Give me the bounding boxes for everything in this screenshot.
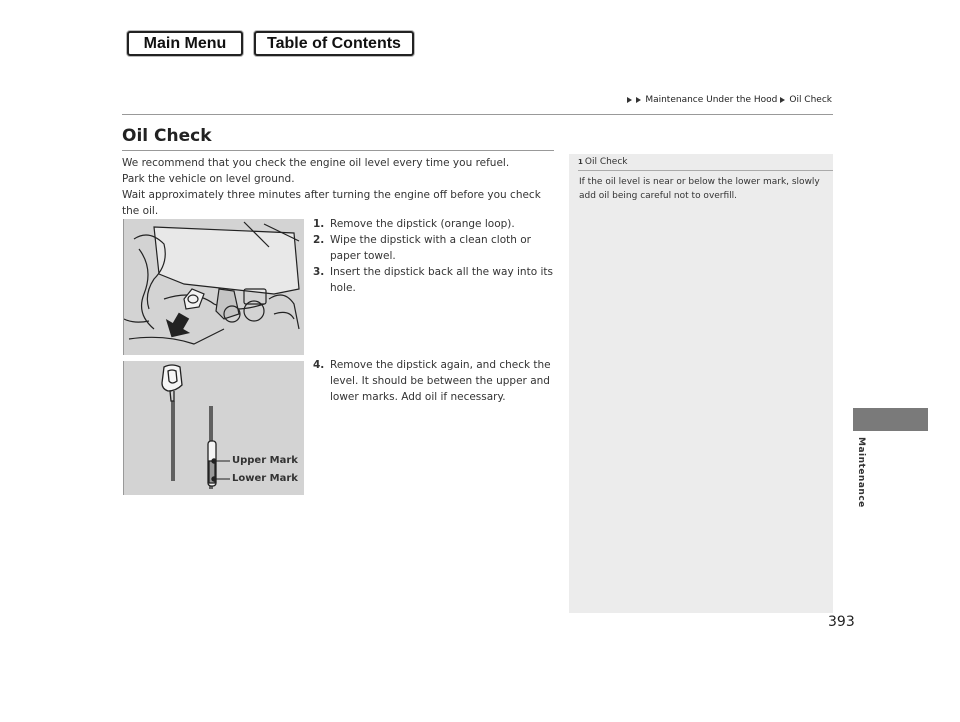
step-item (313, 232, 558, 264)
lower-mark-dot (212, 477, 216, 481)
chapter-label: Maintenance (856, 437, 866, 508)
breadcrumb-arrow-icon (636, 97, 641, 103)
engine-dipstick-illustration (123, 219, 304, 355)
dipstick-marks-illustration (123, 361, 304, 495)
main-menu-button[interactable]: Main Menu (127, 31, 243, 56)
engine-illustration-svg (124, 219, 304, 355)
step-number: 4. (313, 359, 325, 371)
step-number: 2. (313, 234, 325, 246)
steps-group-2 (313, 357, 558, 405)
step-text: Remove the dipstick (orange loop). (330, 218, 515, 230)
upper-mark-dot (212, 459, 216, 463)
note-title (578, 157, 628, 167)
step-text: Remove the dipstick again, and check the level. It should be between the upper and lower marks. Add oil if necessary. (330, 359, 551, 403)
note-sidebar (569, 154, 833, 613)
step-item (313, 216, 558, 232)
header-divider (122, 114, 833, 115)
upper-mark-label: Upper Mark (232, 455, 298, 466)
note-reference-icon: 1 (578, 158, 583, 166)
intro-paragraph: Wait approximately three minutes after turning the engine off before you check the oil. (122, 189, 541, 217)
step-number: 1. (313, 218, 325, 230)
intro-text (122, 155, 554, 219)
note-divider (578, 170, 833, 171)
page-number: 393 (828, 614, 855, 630)
page-title: Oil Check (122, 126, 212, 146)
arrow-down-icon (159, 309, 196, 345)
table-of-contents-button[interactable]: Table of Contents (254, 31, 414, 56)
step-number: 3. (313, 266, 325, 278)
breadcrumb-section[interactable]: Maintenance Under the Hood (645, 95, 778, 105)
breadcrumb (627, 95, 832, 105)
breadcrumb-arrow-icon (780, 97, 785, 103)
note-body: If the oil level is near or below the lower mark, slowly add oil being careful not to overfill. (579, 177, 820, 201)
step-item (313, 357, 558, 405)
step-text: Wipe the dipstick with a clean cloth or paper towel. (330, 234, 531, 262)
title-divider (122, 150, 554, 151)
note-title-text: Oil Check (584, 157, 628, 167)
intro-paragraph: We recommend that you check the engine oil level every time you refuel. (122, 157, 510, 169)
step-text: Insert the dipstick back all the way into its hole. (330, 266, 553, 294)
breadcrumb-arrow-icon (627, 97, 632, 103)
lower-mark-label: Lower Mark (232, 473, 298, 484)
breadcrumb-current: Oil Check (789, 95, 832, 105)
steps-group-1 (313, 216, 558, 296)
step-item (313, 264, 558, 296)
chapter-tab[interactable] (853, 408, 928, 431)
intro-paragraph: Park the vehicle on level ground. (122, 173, 295, 185)
